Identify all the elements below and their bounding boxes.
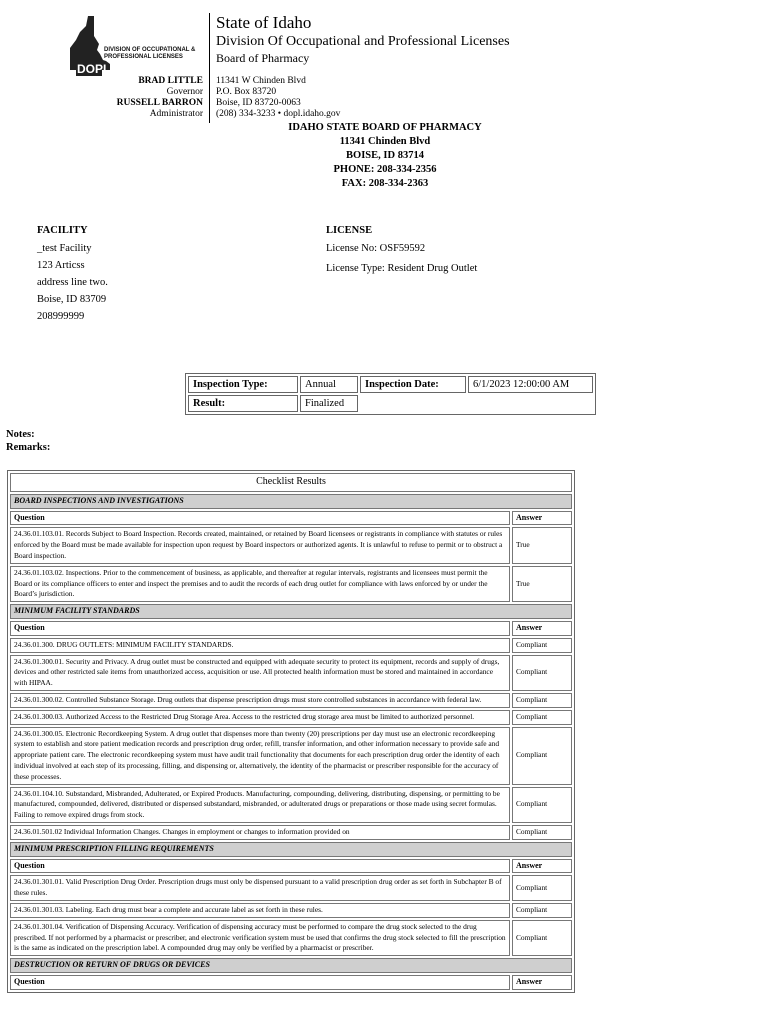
table-row: [10, 875, 572, 901]
facility-address-1: 123 Articss: [37, 260, 85, 271]
logo-text-line-1: DIVISION OF OCCUPATIONAL &: [104, 47, 196, 53]
result-value: Finalized: [300, 395, 358, 412]
question-cell: 24.36.01.104.10. Substandard, Misbranded, Adulterated, or Expired Products. Manufacturing, compounding, delivering, distributing, dispensing, or permitting to be manufactured, compounded, delivered, distributed or dispensed substandard, misbranded, or adulterated drugs or preparations or those made using secret formulas. Failing to remove expired drugs from stock.: [10, 787, 510, 823]
answer-cell: Compliant: [512, 875, 572, 901]
table-row: [10, 527, 572, 563]
remarks-label: Remarks:: [6, 442, 51, 453]
answer-cell: Compliant: [512, 903, 572, 918]
question-column-header: Question: [10, 975, 510, 990]
letterhead-divider: [209, 13, 210, 123]
address-line: 11341 W Chinden Blvd: [216, 76, 306, 86]
governor-name: BRAD LITTLE: [138, 76, 203, 86]
logo-text-line-2: PROFESSIONAL LICENSES: [104, 54, 183, 60]
agency-state: State of Idaho: [216, 13, 312, 32]
administrator-name: RUSSELL BARRON: [116, 98, 203, 108]
answer-cell: Compliant: [512, 638, 572, 653]
answer-cell: True: [512, 566, 572, 602]
question-cell: 24.36.01.300.01. Security and Privacy. A drug outlet must be constructed and equipped with adequate security to protect its equipment, records and supply of drugs, devices and other restricted sale items from unauthorized access, acquisition or use. All protected health information must be stored and maintained in accordance with HIPAA.: [10, 655, 510, 691]
contact-line: (208) 334-3233 • dopl.idaho.gov: [216, 109, 341, 119]
result-label: Result:: [188, 395, 298, 412]
question-cell: 24.36.01.300.02. Controlled Substance Storage. Drug outlets that dispense prescription drugs must store controlled substances in accordance with federal law.: [10, 693, 510, 708]
answer-column-header: Answer: [512, 511, 572, 526]
table-row: [10, 638, 572, 653]
logo-abbrev: DOPL: [77, 62, 111, 76]
question-column-header: Question: [10, 511, 510, 526]
answer-cell: Compliant: [512, 825, 572, 840]
answer-cell: Compliant: [512, 693, 572, 708]
facility-heading: FACILITY: [37, 225, 88, 236]
inspection-type-value: Annual: [300, 376, 358, 393]
question-cell: 24.36.01.300. DRUG OUTLETS: MINIMUM FACILITY STANDARDS.: [10, 638, 510, 653]
facility-address-2: address line two.: [37, 277, 108, 288]
checklist-title: Checklist Results: [10, 473, 572, 492]
answer-column-header: Answer: [512, 859, 572, 874]
question-cell: 24.36.01.501.02 Individual Information Changes. Changes in employment or changes to information provided on: [10, 825, 510, 840]
address-line: P.O. Box 83720: [216, 87, 277, 97]
board-city: BOISE, ID 83714: [346, 150, 424, 161]
agency-board: Board of Pharmacy: [216, 51, 310, 65]
question-cell: 24.36.01.103.01. Records Subject to Board Inspection. Records created, maintained, or retained by Board licensees or registrants in compliance with statutes or rules enforced by the Board must be made available for inspection upon request by Board inspectors or authorized agents. It is unlawful to refuse to permit or to obstruct a Board inspection.: [10, 527, 510, 563]
table-row: [10, 710, 572, 725]
table-row: [10, 727, 572, 785]
agency-division: Division Of Occupational and Professional Licenses: [216, 34, 510, 49]
dopl-logo: [66, 14, 206, 80]
answer-cell: Compliant: [512, 787, 572, 823]
inspection-date-value: 6/1/2023 12:00:00 AM: [468, 376, 593, 393]
question-cell: 24.36.01.103.02. Inspections. Prior to the commencement of business, as applicable, and thereafter at regular intervals, registrants and licensees must permit the Board or its compliance officers to enter and inspect the premises and to audit the records of each drug outlet for compliance with laws enforced by or under the Board’s jurisdiction.: [10, 566, 510, 602]
answer-cell: Compliant: [512, 710, 572, 725]
section-header: MINIMUM PRESCRIPTION FILLING REQUIREMENTS: [10, 842, 572, 857]
table-row: [10, 693, 572, 708]
question-cell: 24.36.01.300.05. Electronic Recordkeeping System. A drug outlet that dispenses more than twenty (20) prescriptions per day must use an electronic recordkeeping system to establish and store patient medication records and prescription drug order, refill, transfer information, and other information necessary to provide safe and appropriate patient care. The electronic recordkeeping system must have audit trail functionality that documents for each prescription drug order the identity of each individual involved at each step of its processing, filling, and dispensing or, alternatively, the identity of the pharmacist or prescriber responsible for the accuracy of these processes.: [10, 727, 510, 785]
board-street: 11341 Chinden Blvd: [339, 136, 431, 147]
table-row: [10, 920, 572, 956]
notes-block: [6, 428, 50, 454]
facility-phone: 208999999: [37, 311, 85, 322]
checklist-table: [7, 470, 575, 993]
table-row: [10, 655, 572, 691]
question-cell: 24.36.01.301.01. Valid Prescription Drug Order. Prescription drugs must only be dispensed pursuant to a valid prescription drug order as set forth in Subchapter B of these rules.: [10, 875, 510, 901]
question-cell: 24.36.01.301.04. Verification of Dispensing Accuracy. Verification of dispensing accuracy must be performed to compare the drug stock selected to the drug prescribed. If not performed by a pharmacist or prescriber, and electronic verification system must be used that confirms the drug stock selected to fill the prescription is the same as indicated on the prescription label. A compounded drug may only be verified by a pharmacist or prescriber.: [10, 920, 510, 956]
answer-column-header: Answer: [512, 621, 572, 636]
answer-column-header: Answer: [512, 975, 572, 990]
table-row: [10, 825, 572, 840]
empty-cell: [468, 395, 593, 412]
answer-cell: Compliant: [512, 920, 572, 956]
board-name: IDAHO STATE BOARD OF PHARMACY: [288, 122, 482, 133]
question-column-header: Question: [10, 859, 510, 874]
answer-cell: Compliant: [512, 727, 572, 785]
address-line: Boise, ID 83720-0063: [216, 98, 301, 108]
license-heading: LICENSE: [326, 225, 373, 236]
board-phone: PHONE: 208-334-2356: [333, 164, 437, 175]
section-header: DESTRUCTION OR RETURN OF DRUGS OR DEVICES: [10, 958, 572, 973]
question-column-header: Question: [10, 621, 510, 636]
section-header: BOARD INSPECTIONS AND INVESTIGATIONS: [10, 494, 572, 509]
table-row: [10, 566, 572, 602]
notes-label: Notes:: [6, 429, 35, 440]
facility-name: _test Facility: [37, 243, 92, 254]
administrator-title: Administrator: [149, 109, 203, 119]
facility-city: Boise, ID 83709: [37, 294, 107, 305]
question-cell: 24.36.01.301.03. Labeling. Each drug must bear a complete and accurate label as set forth in these rules.: [10, 903, 510, 918]
answer-cell: True: [512, 527, 572, 563]
question-cell: 24.36.01.300.03. Authorized Access to the Restricted Drug Storage Area. Access to the restricted drug storage area must be limited to authorized personnel.: [10, 710, 510, 725]
inspection-type-label: Inspection Type:: [188, 376, 298, 393]
license-number: License No: OSF59592: [326, 243, 426, 254]
license-type: License Type: Resident Drug Outlet: [326, 263, 478, 274]
governor-title: Governor: [166, 87, 203, 97]
inspection-date-label: Inspection Date:: [360, 376, 466, 393]
empty-cell: [360, 395, 466, 412]
section-header: MINIMUM FACILITY STANDARDS: [10, 604, 572, 619]
inspection-table: [185, 373, 596, 415]
answer-cell: Compliant: [512, 655, 572, 691]
table-row: [10, 787, 572, 823]
table-row: [10, 903, 572, 918]
board-fax: FAX: 208-334-2363: [341, 178, 429, 189]
